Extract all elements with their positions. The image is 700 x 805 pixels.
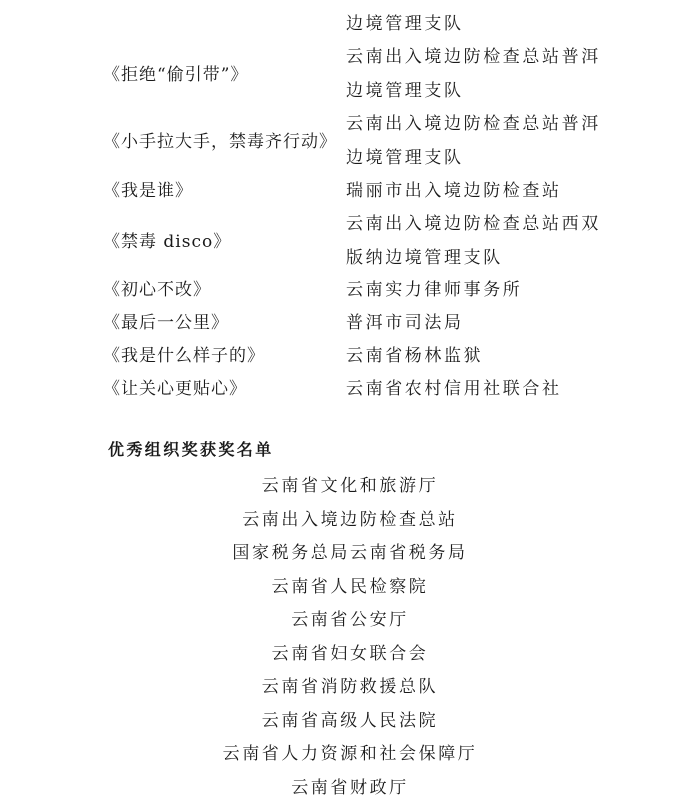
organization-line: 边境管理支队	[346, 75, 606, 109]
organization-line: 版纳边境管理支队	[346, 242, 606, 276]
list-item: 云南省财政厅	[0, 772, 700, 805]
organization-line: 云南省杨林监狱	[346, 340, 606, 374]
work-title: 《初心不改》	[103, 278, 211, 302]
organization-line: 边境管理支队	[346, 142, 606, 176]
organization-line: 瑞丽市出入境边防检查站	[346, 175, 606, 209]
list-item: 云南省人民检察院	[0, 571, 700, 605]
organization-award-list	[0, 470, 700, 805]
list-item: 云南省人力资源和社会保障厅	[0, 738, 700, 772]
list-item: 国家税务总局云南省税务局	[0, 537, 700, 571]
list-item: 云南出入境边防检查总站	[0, 504, 700, 538]
list-item: 云南省消防救援总队	[0, 671, 700, 705]
work-title: 《我是谁》	[103, 179, 193, 203]
list-item: 云南省高级人民法院	[0, 705, 700, 739]
work-title: 《让关心更贴心》	[103, 377, 247, 401]
organization-line: 普洱市司法局	[346, 307, 606, 341]
work-title: 《我是什么样子的》	[103, 344, 265, 368]
section-heading: 优秀组织奖获奖名单	[108, 438, 274, 462]
organization-line: 云南出入境边防检查总站普洱	[346, 41, 606, 75]
work-organization	[346, 108, 606, 175]
list-item: 云南省公安厅	[0, 604, 700, 638]
work-title: 《拒绝“偷引带”》	[103, 63, 248, 87]
organization-line: 云南出入境边防检查总站西双	[346, 208, 606, 242]
work-organization	[346, 41, 606, 108]
organization-line: 云南省农村信用社联合社	[346, 373, 606, 407]
work-title: 《最后一公里》	[103, 311, 229, 335]
work-organization	[346, 340, 606, 374]
work-organization	[346, 8, 606, 42]
work-title: 《小手拉大手，禁毒齐行动》	[103, 130, 337, 154]
work-organization	[346, 373, 606, 407]
work-title: 《禁毒 disco》	[103, 230, 231, 254]
work-organization	[346, 307, 606, 341]
work-organization	[346, 175, 606, 209]
organization-line: 云南实力律师事务所	[346, 274, 606, 308]
list-item: 云南省妇女联合会	[0, 638, 700, 672]
organization-line: 云南出入境边防检查总站普洱	[346, 108, 606, 142]
organization-line: 边境管理支队	[346, 8, 606, 42]
work-organization	[346, 208, 606, 275]
list-item: 云南省文化和旅游厅	[0, 470, 700, 504]
work-organization	[346, 274, 606, 308]
